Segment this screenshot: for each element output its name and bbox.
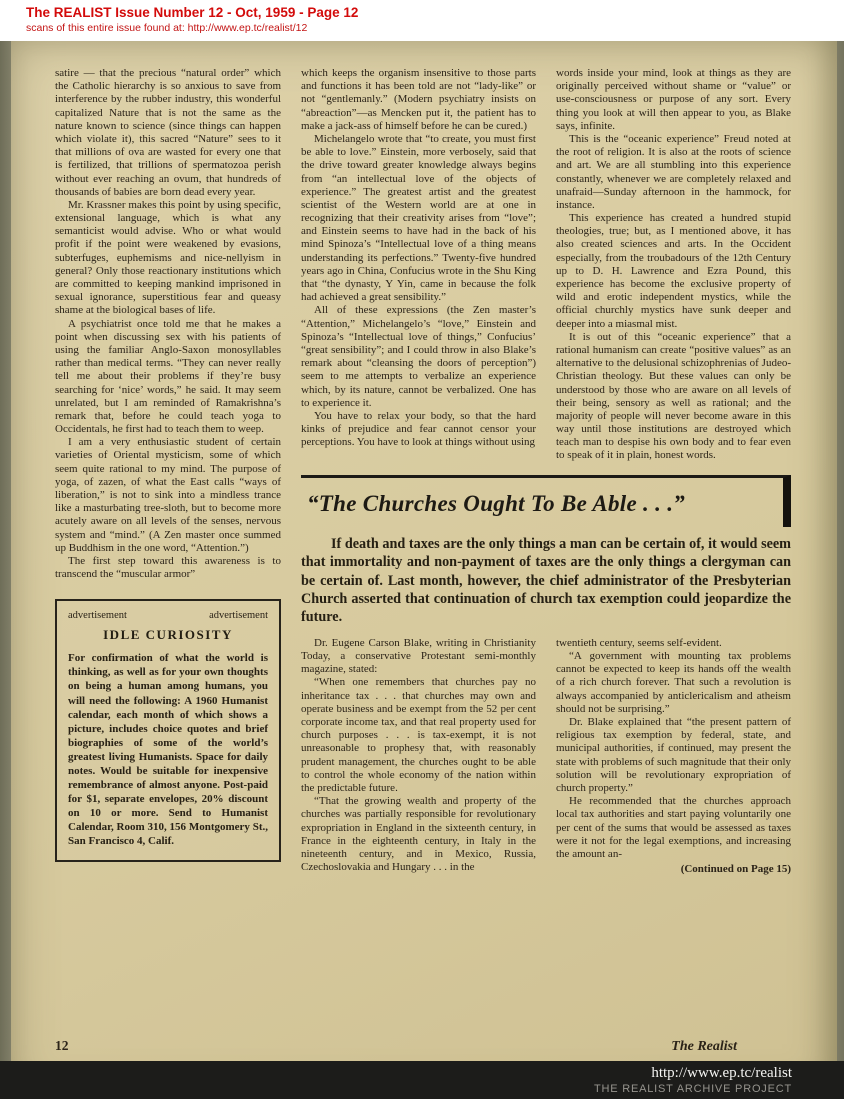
churches-headline-box <box>301 475 791 527</box>
churches-column-1 <box>301 637 536 875</box>
paragraph: Michelangelo wrote that “to create, you must first be able to love.” Einstein, more verbosely, said that the drive toward greater knowledge always begins from “an intellectual love of the objects of experience.” The greatest artist and the greatest scientist of the Western world are at one in recognizing that their creativity arises from “love”; and Einstein seems to have had in the back of his mind Spinoza’s “Intellectual love of a thing means understanding its perfections.” Twenty-five hundred years ago in China, Confucius wrote in the Shu King that “the dynasty, Y Yin, came in because the folk had achieved a great sensibility.” <box>301 132 536 304</box>
paragraph: words inside your mind, look at things as they are originally perceived without shame or “value” or use-consciousness or purpose of any sort. Every thing you look at will then appear to you, as Blake says, infinite. <box>556 67 791 132</box>
paragraph: “That the growing wealth and property of the churches was partially responsible for revolutionary expropriation in England in the sixteenth century, in France in the eighteenth century, in Italy in the nineteenth century, and in Mexico, Russia, Czechoslovakia and Hungary . . . in the <box>301 795 536 874</box>
paragraph: which keeps the organism insensitive to those parts and functions it has been told are not “lady-like” or not “gentlemanly.” (Modern psychiatry insists on “abreaction”—as Mencken put it, the patient has to make a jack-ass of himself before he can be cured.) <box>301 67 536 132</box>
paragraph: satire — that the precious “natural order” which the Catholic hierarchy is so anxious to save from interference by the rubber industry, this wonderful capitalized Nature that is not the same as the nature known to science (since things can happen which violate it), this sacred “Nature” sees to it that millions of ova are wasted for every one that is fertilized, that trillions of spermatozoa perish without ever reaching an ovum, that hundreds of thousands of babies are born dead every year. <box>55 67 281 198</box>
paragraph: “A government with mounting tax problems cannot be expected to keep its hands off the wealth of a rich church forever. That such a revolution is always accompanied by anticlericalism and atheism should not be surprising.” <box>556 650 791 715</box>
paragraph: A psychiatrist once told me that he makes a point when discussing sex with his patients of using the familiar Anglo-Saxon monosyllables rather than medical terms. “They can never really tell me about their problems if they’re busy searching for ‘nice’ words,” he said. It may seem unrelated, but I am reminded of Ramakrishna’s remark that, before he could teach yoga to Occidentals, he first had to teach them to weep. <box>55 317 281 436</box>
paragraph: All of these expressions (the Zen master’s “Attention,” Michelangelo’s “love,” Einstein and Spinoza’s “Intellectual love of things,” Confucius’ “great sensibility”; and I could throw in also Blake’s remark about “cleansing the doors of perception”) seem to me attempts to verbalize an experience which, by its nature, cannot be verbalized. One has to experience it. <box>301 304 536 409</box>
churches-intro: If death and taxes are the only things a man can be certain of, it would seem that immortality and non-payment of taxes are the only things a clergyman can be certain of. Last month, however, the chief administrator of the Presbyterian Church asserted that continuation of church tax exemption could jeopardize the future. <box>301 535 791 626</box>
archive-footer <box>0 1061 844 1099</box>
paragraph: It is out of this “oceanic experience” that a rational humanism can create “positive values” as an alternative to the delusional schizophrenias of Judeo-Christian theology. But these values can only be understood by those who are aware on all levels of their being, sensory as well as rational; and the majority of people will never become aware in this way until those institutions are destroyed which teach man to despise his own body and to fear even to speak of it in plain, honest words. <box>556 330 791 462</box>
paragraph: This is the “oceanic experience” Freud noted at the root of religion. It is also at the roots of science and art. We are all stumbling into this experience constantly, whenever we are completely relaxed and unafraid—Sunday afternoon in the hammock, for instance. <box>556 132 791 211</box>
page-columns <box>55 67 791 875</box>
continued-on-page-note: (Continued on Page 15) <box>680 863 791 876</box>
advertisement-body: For confirmation of what the world is thinking, as well as for your own thoughts on being a human among humans, you will need the following: A 1960 Humanist calendar, each month of which shows a picture, includes choice quotes and brief biographies of some of the world’s greatest living Humanists. Space for daily notes. Would be suitable for inexpensive remembrance of almost anyone. Post-paid for $1, separate envelopes, 20% discount on 10 or more. Send to Humanist Calendar, Room 310, 156 Montgomery St., San Francisco 4, Calif. <box>68 652 268 848</box>
main-article-column-3 <box>556 67 791 463</box>
paragraph: Dr. Blake explained that “the present pattern of religious tax exemption by federal, state, and municipal authorities, if continued, may present the state with problems of such magnitude that their only solution will be revolutionary expropriation of church property.” <box>556 716 791 794</box>
page-bottom-line <box>55 1038 791 1055</box>
magazine-name: The Realist <box>671 1039 737 1054</box>
paragraph: Dr. Eugene Carson Blake, writing in Christianity Today, a conservative Protestant semi-monthly magazine, stated: <box>301 636 536 676</box>
advertisement-label-left: advertisement <box>68 610 127 622</box>
magazine-page-scan <box>11 41 837 1099</box>
archive-url-link[interactable]: http://www.ep.tc/realist <box>651 1065 792 1081</box>
paragraph: twentieth century, seems self-evident. <box>556 636 722 649</box>
paragraph: You have to relax your body, so that the hard kinks of prejudice and fear cannot censor your perceptions. You have to look at things without using <box>301 409 536 449</box>
advertisement-label-right: advertisement <box>209 610 268 622</box>
right-section <box>301 67 791 875</box>
archive-project-label: THE REALIST ARCHIVE PROJECT <box>593 1083 792 1095</box>
paragraph: He recommended that the churches approach local tax authorities and start paying voluntarily one per cent of the sums that would be assessed as taxes were it not for the legal exemptions, and increasing the amount an- <box>556 795 791 860</box>
site-header-subtitle: scans of this entire issue found at: http://www.ep.tc/realist/12 <box>26 21 308 34</box>
paragraph: This experience has created a hundred stupid theologies, true; but, as I mentioned above, it has also created sciences and arts. In the Occident especially, from the troubadours of the 12th Century up to D. H. Lawrence and Ezra Pound, this experience has become the exclusive property of wild and erotic independent mystics, while the official churchly mystics have sunk deeper and deeper into a miasmal mist. <box>556 212 791 330</box>
churches-article <box>301 475 791 875</box>
archive-site-header <box>0 0 844 41</box>
main-article-column-1 <box>55 67 281 581</box>
scan-background <box>0 41 844 1099</box>
site-header-title: The REALIST Issue Number 12 - Oct, 1959 - Page 12 <box>26 5 359 20</box>
main-article-column-2 <box>301 67 536 463</box>
churches-headline: “The Churches Ought To Be Able . . .” <box>307 490 686 516</box>
paragraph: Mr. Krassner makes this point by using specific, extensional language, which is what any semanticist would advise. Who or what would profit if the point were weakened by evasions, subterfuges, euphemisms and nice-nellyism in general? Only those reactionary institutions which are committed to keeping mankind imprisoned in sexual ignorance, superstitious fear and queasy shame at the biological bases of life. <box>55 198 281 317</box>
column-left <box>55 67 281 875</box>
churches-column-2 <box>556 637 791 861</box>
churches-columns <box>301 637 791 875</box>
paragraph: I am a very enthusiastic student of certain varieties of Oriental mysticism, some of which seem quite rational to my mind. The purpose of yoga, of zazen, of what the East calls “ways of liberation,” is not to sink into a mindless trance like a masturbating tree-sloth, but to become more acutely aware on all levels of the senses, nervous system and “mind.” (A Zen master once summed up Buddhism in the one word, “Attention.”) <box>55 436 281 554</box>
paragraph: The first step toward this awareness is to transcend the “muscular armor” <box>55 554 281 581</box>
main-article-right-columns <box>301 67 791 463</box>
page-number: 12 <box>55 1038 69 1053</box>
advertisement-box <box>55 599 281 862</box>
paragraph: “When one remembers that churches pay no inheritance tax . . . that churches may own and operate business and be exempt from the 52 per cent corporate income tax, and that real property used for church purposes . . . is tax-exempt, it is not unreasonable to prophesy that, with reasonably prudent management, the churches ought to be able to control the whole economy of the nation within the predictable future. <box>301 676 536 794</box>
churches-column-2-wrap <box>556 637 791 875</box>
advertisement-title: IDLE CURIOSITY <box>103 627 233 643</box>
advertisement-labels <box>68 610 268 621</box>
